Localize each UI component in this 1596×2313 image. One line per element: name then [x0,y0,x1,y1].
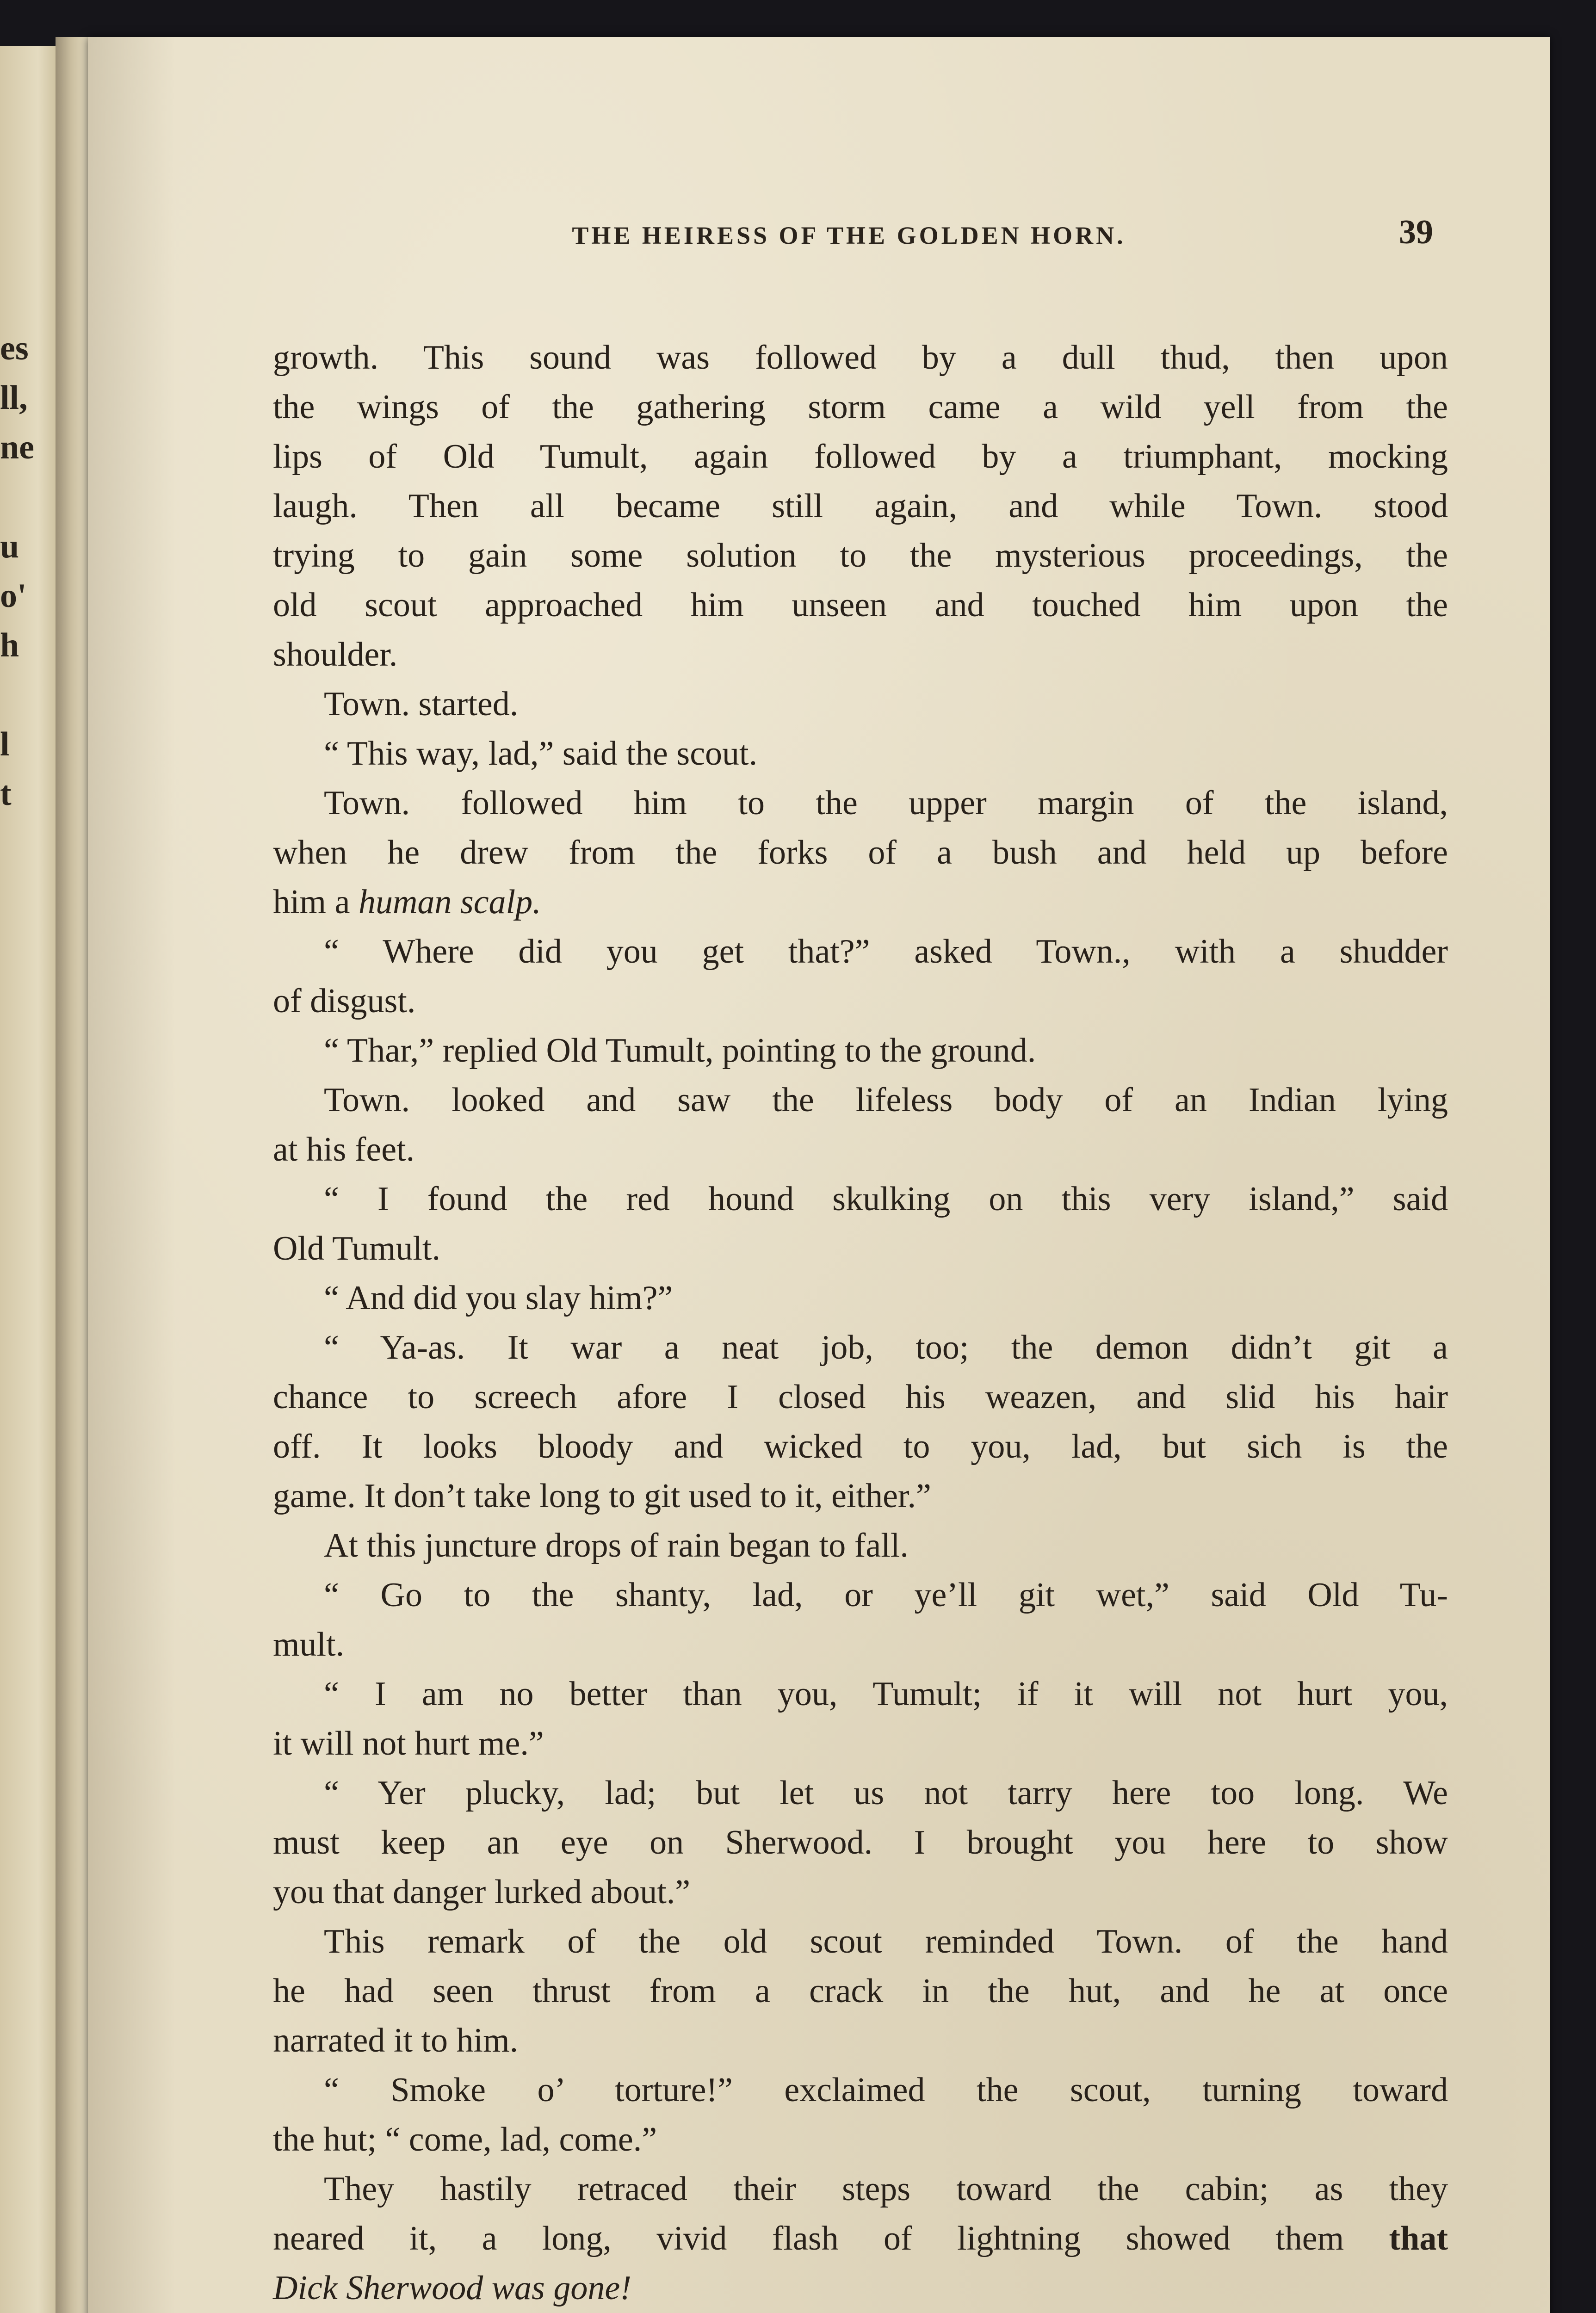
text-line [273,333,1448,383]
text-line [273,2115,1448,2165]
line-text: At this juncture drops of rain began to fall. [324,1527,909,1565]
line-text: “ Smoke o’ torture!” exclaimed the scout, turning toward [324,2071,1448,2109]
text-line [273,1125,1448,1175]
line-text: at his feet. [273,1131,415,1169]
line-text: old scout approached him unseen and touched him upon the [273,586,1448,624]
text-line [273,1868,1448,1917]
line-text: “ And did you slay him?” [324,1279,673,1317]
text-line [273,680,1448,729]
text-line [273,828,1448,878]
line-text: game. It don’t take long to git used to it, either.” [273,1477,931,1515]
bold-text: that [1389,2220,1448,2257]
running-title: THE HEIRESS OF THE GOLDEN HORN. [572,222,1126,249]
line-text: “ Go to the shanty, lad, or ye’ll git wet,” said Old Tu- [324,1576,1448,1614]
line-text: the wings of the gathering storm came a wild yell from the [273,388,1448,426]
text-line [273,1521,1448,1571]
left-page-text-fragments [0,324,34,819]
line-text: he had seen thrust from a crack in the hut, and he at once [273,1972,1448,2010]
text-line [273,630,1448,680]
line-text: “ Ya-as. It war a neat job, too; the demon didn’t git a [324,1329,1448,1367]
text-line [273,1620,1448,1670]
text-line [273,1224,1448,1274]
line-text: “ Thar,” replied Old Tumult, pointing to the ground. [324,1032,1036,1070]
text-line [273,1323,1448,1373]
line-text: neared it, a long, vivid flash of lightning showed them [273,2220,1389,2257]
text-line [273,2264,1448,2313]
line-text: of disgust. [273,982,416,1020]
left-fragment [0,472,28,522]
line-text: Town. started. [324,685,519,723]
text-line [273,1571,1448,1620]
text-line [273,2214,1448,2264]
line-text: Old Tumult. [273,1230,440,1268]
line-text: trying to gain some solution to the mysterious proceedings, the [273,537,1448,575]
line-text: “ Where did you get that?” asked Town., with a shudder [324,933,1448,971]
body-text [273,333,1448,2313]
left-fragment: h [0,626,19,664]
italic-text: Dick Sherwood was gone! [273,2269,631,2307]
text-line [273,2165,1448,2214]
text-line [273,2066,1448,2115]
italic-text: human scalp. [358,883,541,921]
text-line [273,779,1448,828]
line-text: the hut; “ come, lad, come.” [273,2121,657,2158]
text-line [273,1026,1448,1076]
text-line [273,2016,1448,2066]
line-text: This remark of the old scout reminded Town. of the hand [324,1923,1448,1960]
left-fragment: u [0,527,19,565]
text-line [273,927,1448,977]
left-fragment: t [0,775,12,813]
text-line [273,482,1448,531]
line-text: “ This way, lad,” said the scout. [324,735,758,773]
text-line [273,531,1448,581]
page-number: 39 [1399,213,1433,251]
line-text: They hastily retraced their steps toward the cabin; as they [324,2170,1448,2208]
left-fragment: ll, [0,379,28,417]
text-line [273,729,1448,779]
text-line [273,1818,1448,1868]
page-header [412,213,1443,264]
line-text: narrated it to him. [273,2022,519,2059]
left-fragment [0,670,28,720]
book-page [88,37,1550,2313]
line-text: it will not hurt me.” [273,1725,544,1763]
line-text: lips of Old Tumult, again followed by a triumphant, mocking [273,438,1448,476]
text-line [273,1076,1448,1125]
left-fragment: o' [0,577,27,615]
line-text: when he drew from the forks of a bush and held up before [273,834,1448,872]
text-line [273,1917,1448,1967]
line-text: him a [273,883,359,921]
left-fragment: es [0,329,29,367]
line-text: Town. looked and saw the lifeless body of an Indian lying [324,1081,1448,1119]
line-text: chance to screech afore I closed his weazen, and slid his hair [273,1378,1448,1416]
text-line [273,1472,1448,1521]
line-text: growth. This sound was followed by a dull thud, then upon [273,339,1448,377]
text-line [273,1373,1448,1422]
line-text: mult. [273,1626,345,1664]
text-line [273,1175,1448,1224]
line-text: you that danger lurked about.” [273,1873,691,1911]
text-line [273,1670,1448,1719]
text-line [273,432,1448,482]
line-text: must keep an eye on Sherwood. I brought you here to show [273,1824,1448,1862]
left-fragment: l [0,725,10,763]
text-line [273,383,1448,432]
line-text: laugh. Then all became still again, and while Town. stood [273,487,1448,525]
line-text: off. It looks bloody and wicked to you, lad, but sich is the [273,1428,1448,1466]
text-line [273,977,1448,1026]
text-line [273,581,1448,630]
line-text: “ Yer plucky, lad; but let us not tarry here too long. We [324,1774,1448,1812]
text-line [273,878,1448,927]
line-text: “ I found the red hound skulking on this very island,” said [324,1180,1448,1218]
text-line [273,1274,1448,1323]
text-line [273,1967,1448,2016]
line-text: “ I am no better than you, Tumult; if it will not hurt you, [324,1675,1448,1713]
text-line [273,1769,1448,1818]
line-text: Town. followed him to the upper margin of the island, [324,784,1448,822]
text-line [273,1422,1448,1472]
text-line [273,1719,1448,1769]
line-text: shoulder. [273,636,398,674]
left-fragment: ne [0,428,34,466]
